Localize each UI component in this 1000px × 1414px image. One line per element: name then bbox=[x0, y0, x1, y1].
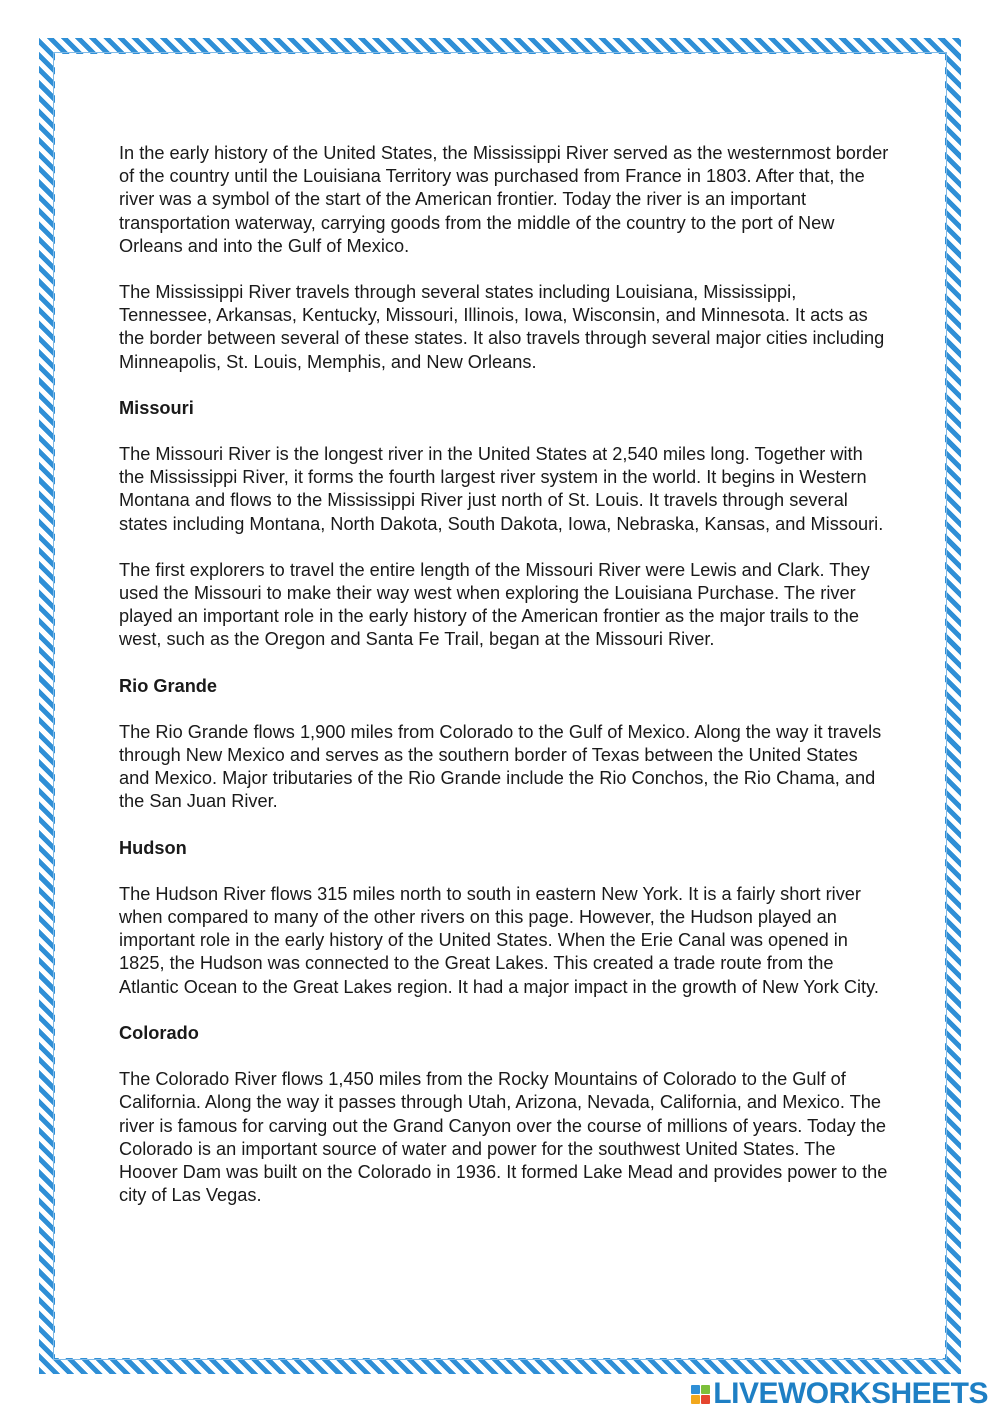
logo-block-4 bbox=[701, 1395, 710, 1404]
section-heading-missouri: Missouri bbox=[119, 397, 194, 418]
missouri-paragraph-1: The Missouri River is the longest river in the United States at 2,540 miles long. Together with the Mississippi River, it forms the fourth largest river system in the world. It begins in Western Montana and flows to the Mississippi River just north of St. Louis. It travels through several states including Montana, North Dakota, South Dakota, Iowa, Nebraska, Kansas, and Missouri. bbox=[119, 444, 884, 534]
hudson-paragraph-1: The Hudson River flows 315 miles north to south in eastern New York. It is a fairly short river when compared to many of the other rivers on this page. However, the Hudson played an important role in the early history of the United States. When the Erie Canal was opened in 1825, the Hudson was connected to the Great Lakes. This created a trade route from the Atlantic Ocean to the Great Lakes region. It had a major impact in the growth of New York City. bbox=[119, 883, 879, 997]
logo-block-1 bbox=[691, 1385, 700, 1394]
liveworksheets-logo-icon bbox=[691, 1385, 710, 1404]
colorado-paragraph-1: The Colorado River flows 1,450 miles from the Rocky Mountains of Colorado to the Gulf of California. Along the way it passes through Utah, Arizona, Nevada, California, and Mexico. The river is famous for carving out the Grand Canyon over the course of millions of years. Today the Colorado is an important source of water and power for the southwest United States. The Hoover Dam was built on the Colorado in 1936. It formed Lake Mead and provides power to the city of Las Vegas. bbox=[119, 1069, 888, 1206]
section-heading-colorado: Colorado bbox=[119, 1022, 199, 1043]
missouri-paragraph-2: The first explorers to travel the entire length of the Missouri River were Lewis and Clark. They used the Missouri to make their way west when exploring the Louisiana Purchase. The river played an important role in the early history of the American frontier as the major trails to the west, such as the Oregon and Santa Fe Trail, began at the Missouri River. bbox=[119, 559, 870, 650]
document-body bbox=[119, 142, 889, 1230]
section-heading-hudson: Hudson bbox=[119, 837, 187, 858]
logo-block-2 bbox=[701, 1385, 710, 1394]
mississippi-paragraph-2: The Mississippi River travels through several states including Louisiana, Mississippi, Tennessee, Arkansas, Kentucky, Missouri, Illinois, Iowa, Wisconsin, and Minnesota. It acts as the border between several of these states. It also travels through several major cities including Minneapolis, St. Louis, Memphis, and New Orleans. bbox=[119, 282, 885, 372]
liveworksheets-brand[interactable] bbox=[691, 1378, 988, 1410]
rio-grande-paragraph-1: The Rio Grande flows 1,900 miles from Colorado to the Gulf of Mexico. Along the way it travels through New Mexico and serves as the southern border of Texas between the United States and Mexico. Major tributaries of the Rio Grande include the Rio Conchos, the Rio Chama, and the San Juan River. bbox=[119, 721, 882, 812]
mississippi-paragraph-1: In the early history of the United States, the Mississippi River served as the westernmost border of the country until the Louisiana Territory was purchased from France in 1803. After that, the river was a symbol of the start of the American frontier. Today the river is an important transportation waterway, carrying goods from the middle of the country to the port of New Orleans and into the Gulf of Mexico. bbox=[119, 143, 889, 256]
liveworksheets-wordmark: LIVEWORKSHEETS bbox=[713, 1377, 988, 1410]
section-heading-rio-grande: Rio Grande bbox=[119, 675, 218, 696]
logo-block-3 bbox=[691, 1395, 700, 1404]
